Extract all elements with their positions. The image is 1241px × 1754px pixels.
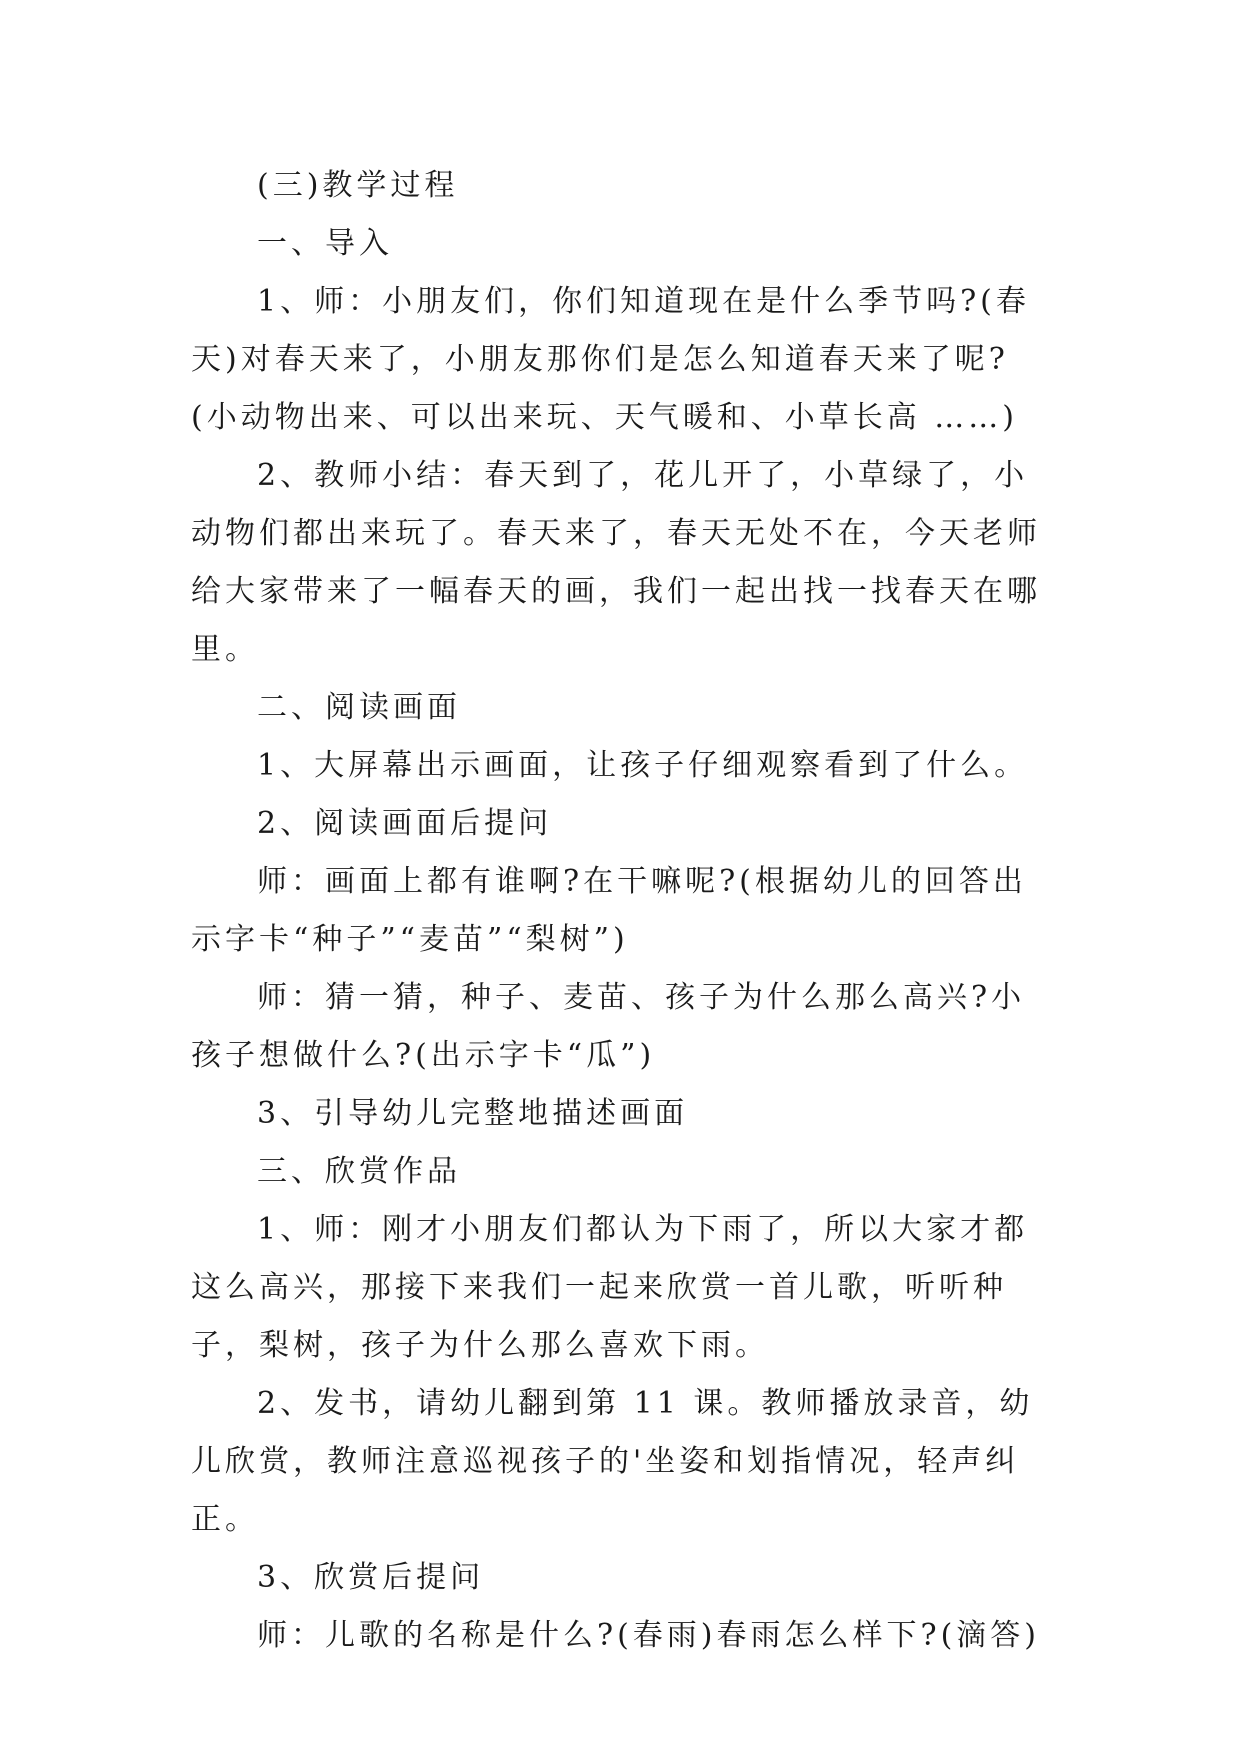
paragraph-describe-picture: 3、引导幼儿完整地描述画面 xyxy=(257,1096,689,1131)
paragraph-questions-after-appreciating: 3、欣赏后提问 xyxy=(257,1560,485,1595)
section-heading-reading-picture: 二、阅读画面 xyxy=(257,690,461,725)
section-heading-appreciate-work: 三、欣赏作品 xyxy=(257,1154,461,1189)
paragraph-hand-out-books: 2、发书，请幼儿翻到第 11 课。教师播放录音，幼儿欣赏，教师注意巡视孩子的'坐姿和划指情况，轻声纠正。 xyxy=(191,1386,1034,1537)
paragraph-who-is-in-picture: 师：画面上都有谁啊?在干嘛呢?(根据幼儿的回答出示字卡“种子”“麦苗”“梨树”) xyxy=(191,864,1027,957)
paragraph-teacher-summary: 2、教师小结：春天到了，花儿开了，小草绿了，小动物们都出来玩了。春天来了，春天无处不在，今天老师给大家带来了一幅春天的画，我们一起出找一找春天在哪里。 xyxy=(191,458,1041,667)
document-body xyxy=(191,157,1057,1665)
paragraph-appreciate-song: 1、师：刚才小朋友们都认为下雨了，所以大家才都这么高兴，那接下来我们一起来欣赏一首儿歌，听听种子，梨树，孩子为什么那么喜欢下雨。 xyxy=(191,1212,1029,1363)
paragraph-teacher-question-season: 1、师：小朋友们，你们知道现在是什么季节吗?(春天)对春天来了，小朋友那你们是怎么知道春天来了呢?(小动物出来、可以出来玩、天气暖和、小草长高 ……) xyxy=(191,284,1030,435)
paragraph-show-picture: 1、大屏幕出示画面，让孩子仔细观察看到了什么。 xyxy=(257,748,1029,783)
paragraph-guess-why-happy: 师：猜一猜，种子、麦苗、孩子为什么那么高兴?小孩子想做什么?(出示字卡“瓜”) xyxy=(191,980,1026,1073)
paragraph-song-name-question: 师：儿歌的名称是什么?(春雨)春雨怎么样下?(滴答) xyxy=(257,1618,1040,1653)
section-heading-introduction: 一、导入 xyxy=(257,226,393,261)
paragraph-questions-after-reading: 2、阅读画面后提问 xyxy=(257,806,553,841)
section-heading-teaching-process: (三)教学过程 xyxy=(257,168,459,203)
